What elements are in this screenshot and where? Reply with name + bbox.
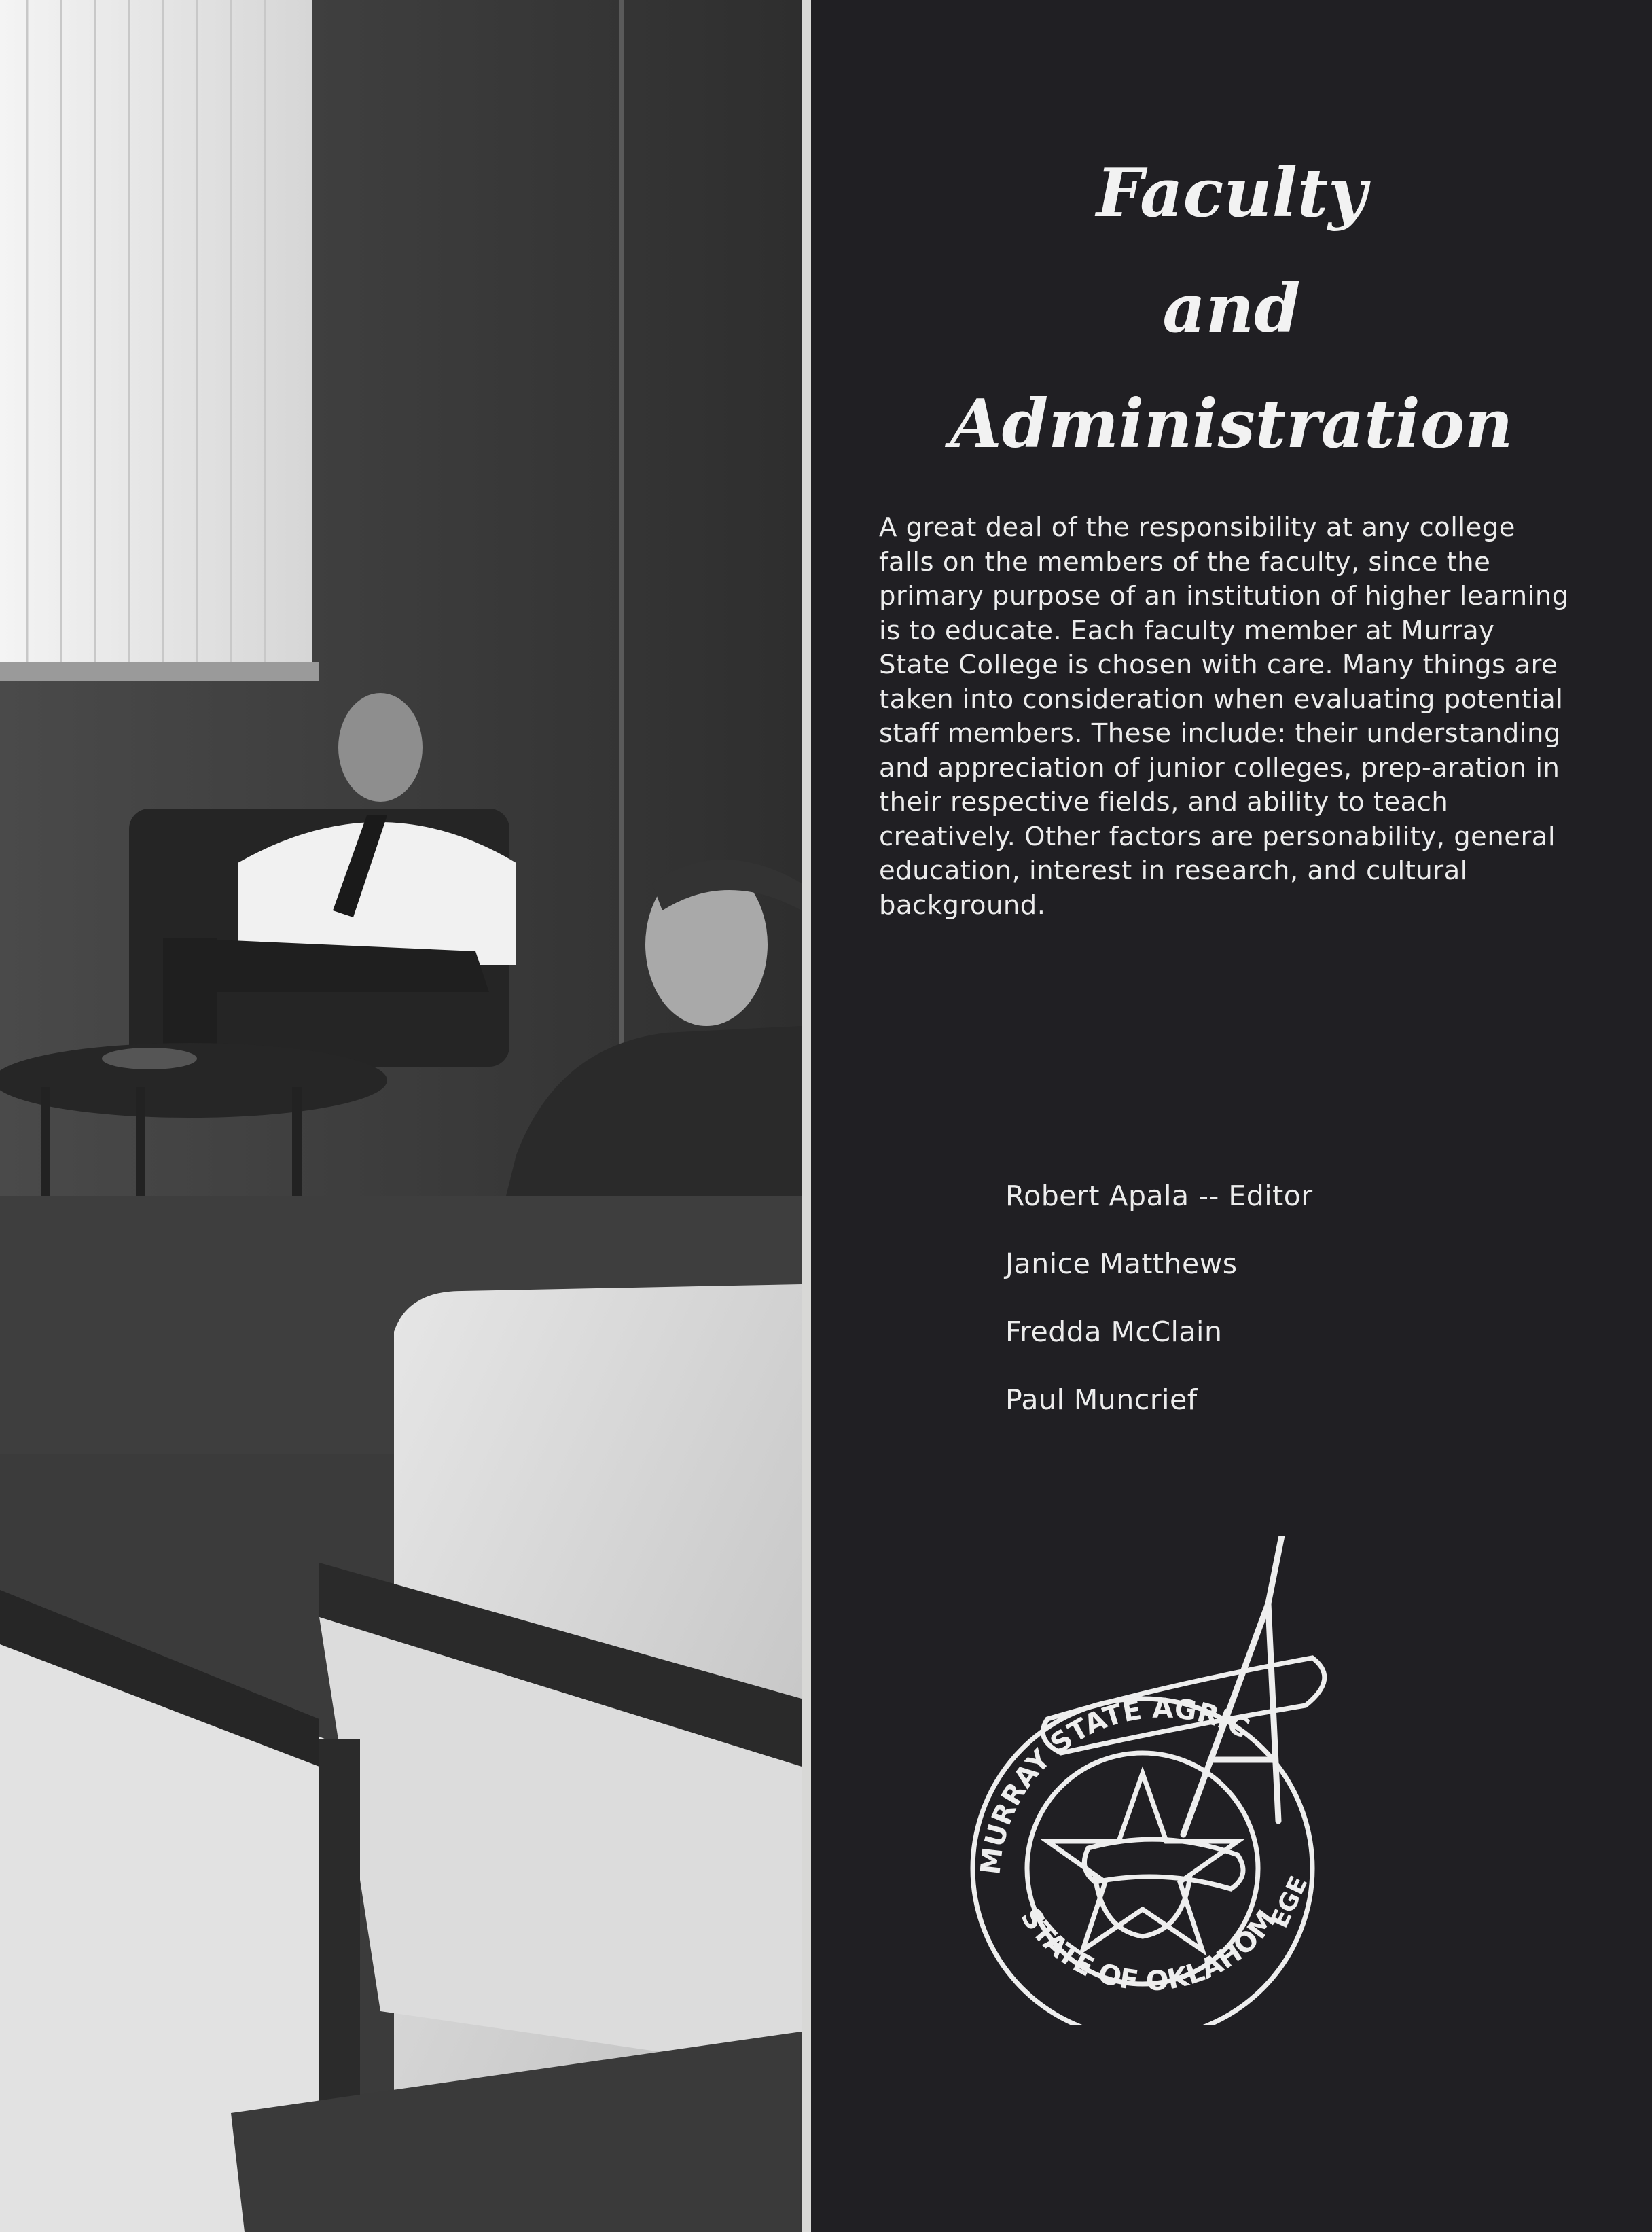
svg-text:MURRAY STATE AGRICULT [959,1536,1254,1876]
seal-top-text: MURRAY STATE AGRIC [975,1693,1254,1877]
page-divider [802,0,811,2232]
seal-right-text: EGE [1265,1872,1314,1932]
title-line-2: and [1162,270,1301,348]
credit-name: Janice Matthews [1005,1247,1238,1280]
title-line-1: Faculty [1096,154,1367,232]
page-title [811,136,1652,482]
text-panel [811,0,1652,2232]
lounge-photograph [0,0,802,2232]
seal-bottom-text: STATE OF OKLAHOM [1014,1902,1283,1998]
intro-paragraph: A great deal of the responsibility at any college falls on the members of the faculty, since the primary purpose of an institution of higher learning is to educate. Each faculty member at Murray State College is chosen with care. Many things are taken into consideration when evaluating potential staff members. These include: their understanding and appreciation of junior colleges, prep-aration in their respective fields, and ability to teach creatively. Other factors are personability, general education, interest in research, and cultural background. [879,512,1569,921]
college-seal-icon [959,1536,1367,2025]
credit-name: Fredda McClain [1005,1315,1223,1348]
staff-credits [1005,1162,1313,1434]
credit-name: Paul Muncrief [1005,1383,1198,1416]
credit-editor: Robert Apala -- Editor [1005,1180,1313,1212]
title-line-3: Administration [950,385,1513,463]
